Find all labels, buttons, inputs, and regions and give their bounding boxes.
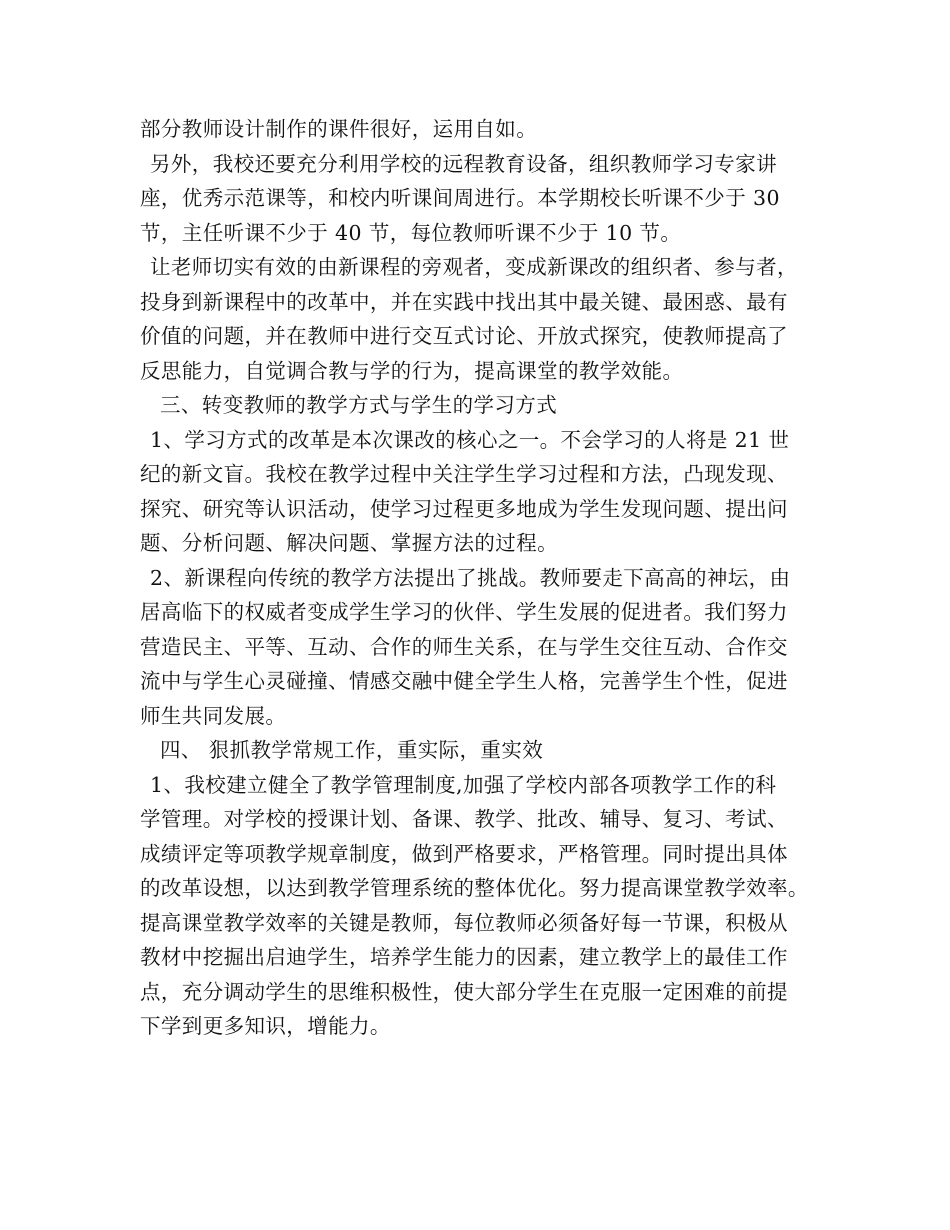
text-line: 下学到更多知识，增能力。 — [140, 1014, 391, 1038]
section-heading: 四、 狠抓教学常规工作，重实际，重实效 — [160, 738, 544, 762]
text-line: 学管理。对学校的授课计划、备课、教学、批改、辅导、复习、考试、 — [140, 807, 788, 831]
text-line: 教材中挖掘出启迪学生，培养学生能力的因素，建立教学上的最佳工作 — [140, 945, 788, 969]
text-line: 探究、研究等认识活动，使学习过程更多地成为学生发现问题、提出问 — [140, 496, 788, 521]
text-line: 点，充分调动学生的思维积极性，使大部分学生在克服一定困难的前提 — [140, 979, 788, 1004]
text-line: 投身到新课程中的改革中，并在实践中找出其中最关键、最困惑、最有 — [140, 289, 788, 314]
text-line: 居高临下的权威者变成学生学习的伙伴、学生发展的促进者。我们努力 — [140, 600, 788, 624]
text-line: 题、分析问题、解决问题、掌握方法的过程。 — [140, 531, 558, 555]
document-body — [140, 112, 820, 1044]
text-line: 1、我校建立健全了教学管理制度,加强了学校内部各项教学工作的科 — [150, 772, 777, 797]
text-line: 流中与学生心灵碰撞、情感交融中健全学生人格，完善学生个性，促进 — [140, 669, 788, 693]
text-line: 价值的问题，并在教师中进行交互式讨论、开放式探究，使教师提高了 — [140, 324, 788, 348]
text-line: 部分教师设计制作的课件很好，运用自如。 — [140, 117, 538, 141]
text-line: 纪的新文盲。我校在教学过程中关注学生学习过程和方法，凸现发现、 — [140, 462, 788, 486]
text-line: 另外，我校还要充分利用学校的远程教育设备，组织教师学习专家讲 — [150, 151, 777, 176]
text-line: 营造民主、平等、互动、合作的师生关系，在与学生交往互动、合作交 — [140, 634, 788, 659]
text-line: 师生共同发展。 — [140, 703, 287, 728]
text-line: 反思能力，自觉调合教与学的行为，提高课堂的教学效能。 — [140, 358, 684, 383]
text-line: 座，优秀示范课等，和校内听课间周进行。本学期校长听课不少于 30 — [140, 186, 780, 210]
text-line: 成绩评定等项教学规章制度，做到严格要求，严格管理。同时提出具体 — [140, 841, 788, 866]
section-heading: 三、转变教师的教学方式与学生的学习方式 — [160, 393, 558, 417]
text-line: 1、学习方式的改革是本次课改的核心之一。不会学习的人将是 21 世 — [150, 427, 790, 452]
text-line: 2、新课程向传统的教学方法提出了挑战。教师要走下高高的神坛，由 — [150, 565, 791, 590]
text-line: 让老师切实有效的由新课程的旁观者，变成新课改的组织者、参与者， — [150, 255, 798, 279]
text-line: 的改革设想，以达到教学管理系统的整体优化。努力提高课堂教学效率。 — [140, 876, 809, 900]
text-line: 提高课堂教学效率的关键是教师，每位教师必须备好每一节课，积极从 — [140, 910, 788, 935]
text-line: 节，主任听课不少于 40 节，每位教师听课不少于 10 节。 — [140, 220, 682, 245]
